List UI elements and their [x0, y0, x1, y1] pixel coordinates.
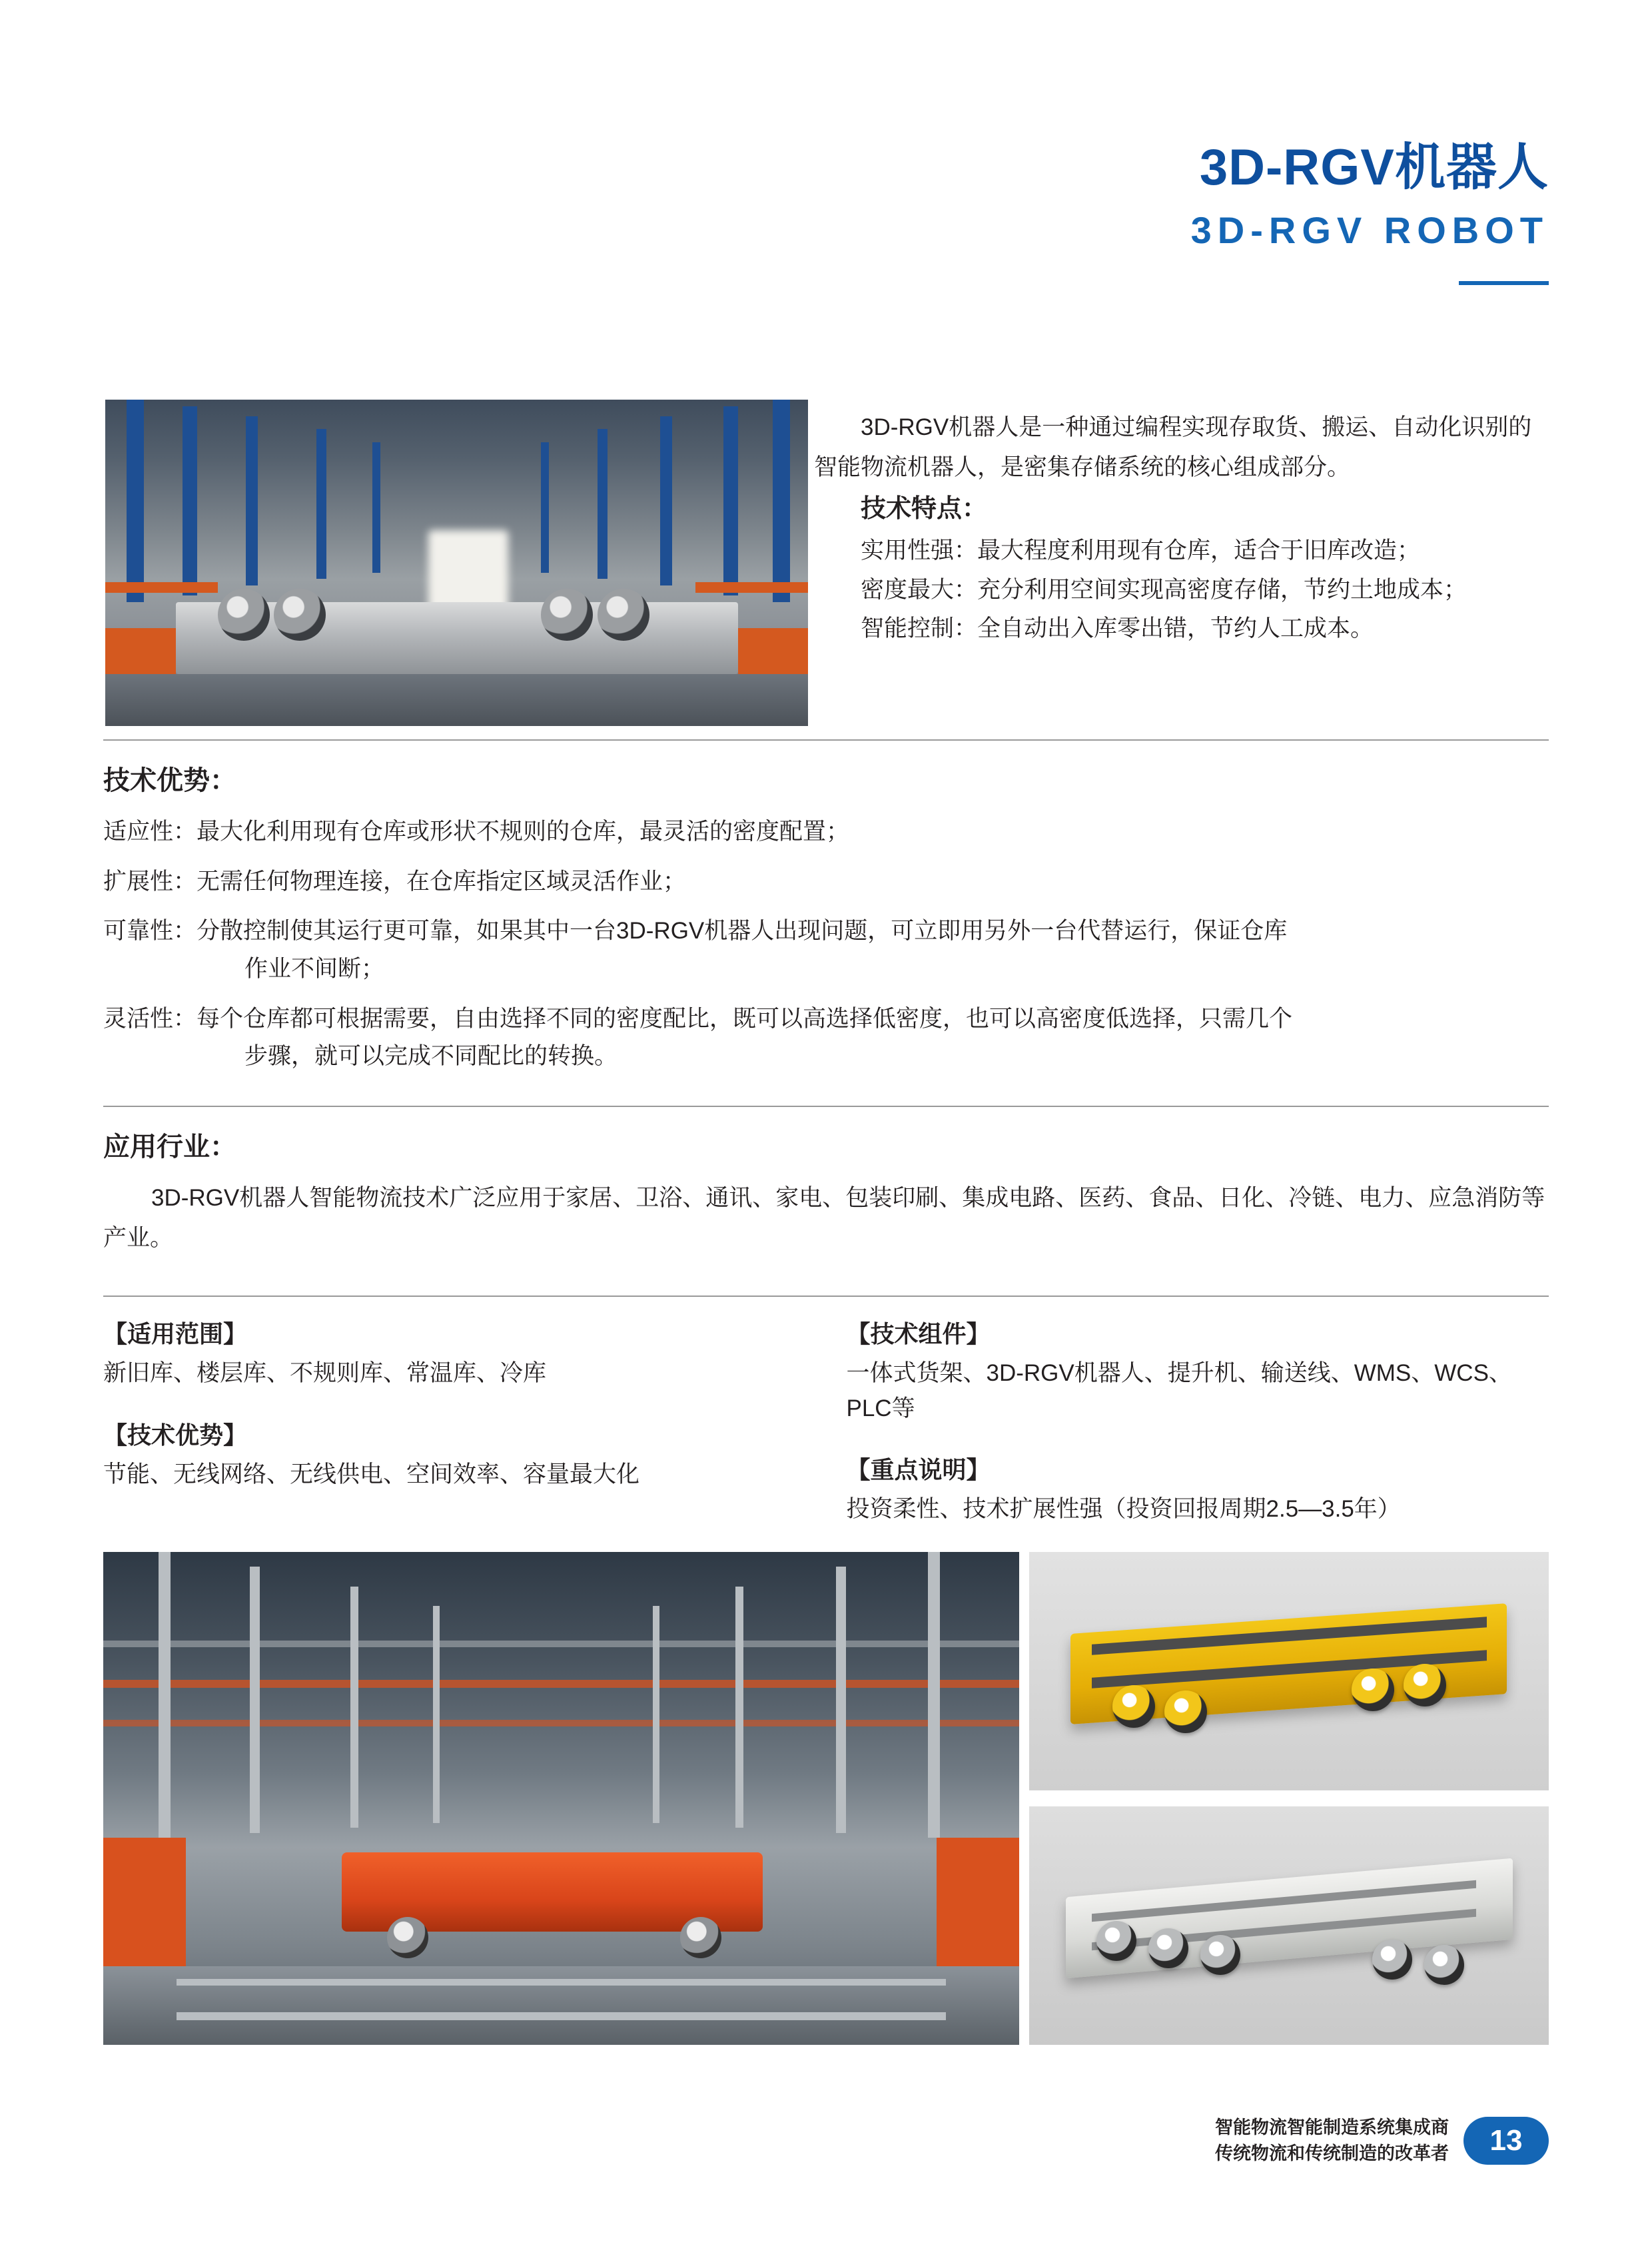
advantage-value: 分散控制使其运行更可靠，如果其中一台3D-RGV机器人出现问题，可立即用另外一台代替运行，保证仓库: [197, 918, 1288, 944]
page-header: [483, 140, 1549, 285]
product-photo-yellow: [1029, 1552, 1549, 1790]
spec-body: 投资柔性、技术扩展性强（投资回报周期2.5—3.5年）: [846, 1496, 1401, 1522]
footer-slogan-line-1: 智能物流智能制造系统集成商: [1215, 2117, 1449, 2137]
advantage-value-wrap: [197, 1000, 1552, 1076]
intro-photo: [105, 400, 808, 726]
advantages-title: 技术优势：: [103, 766, 236, 795]
divider-rule: [103, 739, 1549, 741]
feature-item: 智能控制：全自动出入库零出错，节约人工成本。: [861, 615, 1374, 642]
feature-item: 密度最大：充分利用空间实现高密度存储，节约土地成本；: [861, 576, 1467, 603]
divider-rule: [103, 1106, 1549, 1107]
spec-columns: [103, 1315, 1552, 1553]
intro-paragraph: 3D-RGV机器人是一种通过编程实现存取货、搬运、自动化识别的智能物流机器人，是密集存储系统的核心组成部分。: [814, 414, 1532, 481]
advantage-value: 无需任何物理连接，在仓库指定区域灵活作业；: [197, 868, 687, 895]
industries-text: [103, 1178, 1552, 1258]
spec-heading: 【技术优势】: [103, 1421, 248, 1449]
advantage-key: 可靠性：: [103, 918, 197, 944]
advantage-key: 适应性：: [103, 819, 197, 845]
advantage-item: [103, 813, 1552, 851]
advantage-item: [103, 1000, 1552, 1076]
footer-slogan: [1215, 2115, 1449, 2167]
industries-section: [103, 1126, 1552, 1258]
spec-column-right: [828, 1315, 1553, 1553]
advantage-value: 每个仓库都可根据需要，自由选择不同的密度配比，既可以高选择低密度，也可以高密度低选择，只需几个: [197, 1005, 1293, 1032]
industries-paragraph: 3D-RGV机器人智能物流技术广泛应用于家居、卫浴、通讯、家电、包装印刷、集成电路、医药、食品、日化、冷链、电力、应急消防等产业。: [103, 1185, 1545, 1252]
advantage-value-continued: 步骤，就可以完成不同配比的转换。: [244, 1043, 618, 1070]
page-title: 3D-RGV机器人: [1199, 139, 1549, 196]
page-number-badge: 13: [1463, 2117, 1549, 2165]
advantage-value-wrap: [197, 913, 1552, 988]
spec-heading: 【技术组件】: [846, 1320, 991, 1347]
page-footer: [1215, 2115, 1549, 2167]
footer-slogan-line-2: 传统物流和传统制造的改革者: [1215, 2143, 1449, 2164]
spec-body: 节能、无线网络、无线供电、空间效率、容量最大化: [103, 1461, 640, 1487]
advantage-value: 最大化利用现有仓库或形状不规则的仓库，最灵活的密度配置；: [197, 819, 850, 845]
advantage-key: 灵活性：: [103, 1005, 197, 1032]
spec-body: 一体式货架、3D-RGV机器人、提升机、输送线、WMS、WCS、PLC等: [846, 1360, 1512, 1421]
warehouse-photo-main: [103, 1552, 1019, 2045]
advantages-section: [103, 759, 1552, 1088]
spec-body: 新旧库、楼层库、不规则库、常温库、冷库: [103, 1360, 547, 1386]
spec-column-left: [103, 1315, 828, 1553]
intro-text-block: [814, 408, 1548, 649]
title-underline-rule: [1459, 281, 1549, 285]
industries-title: 应用行业：: [103, 1132, 236, 1162]
product-photo-grey: [1029, 1806, 1549, 2045]
advantage-value-continued: 作业不间断；: [244, 956, 385, 982]
advantage-item: [103, 863, 1552, 901]
divider-rule: [103, 1296, 1549, 1297]
spec-heading: 【适用范围】: [103, 1320, 248, 1347]
advantage-item: [103, 913, 1552, 988]
spec-heading: 【重点说明】: [846, 1456, 991, 1483]
page-subtitle: 3D-RGV ROBOT: [1190, 208, 1549, 251]
features-title: 技术特点：: [861, 495, 988, 524]
advantage-key: 扩展性：: [103, 868, 197, 895]
feature-item: 实用性强：最大程度利用现有仓库，适合于旧库改造；: [861, 537, 1421, 563]
